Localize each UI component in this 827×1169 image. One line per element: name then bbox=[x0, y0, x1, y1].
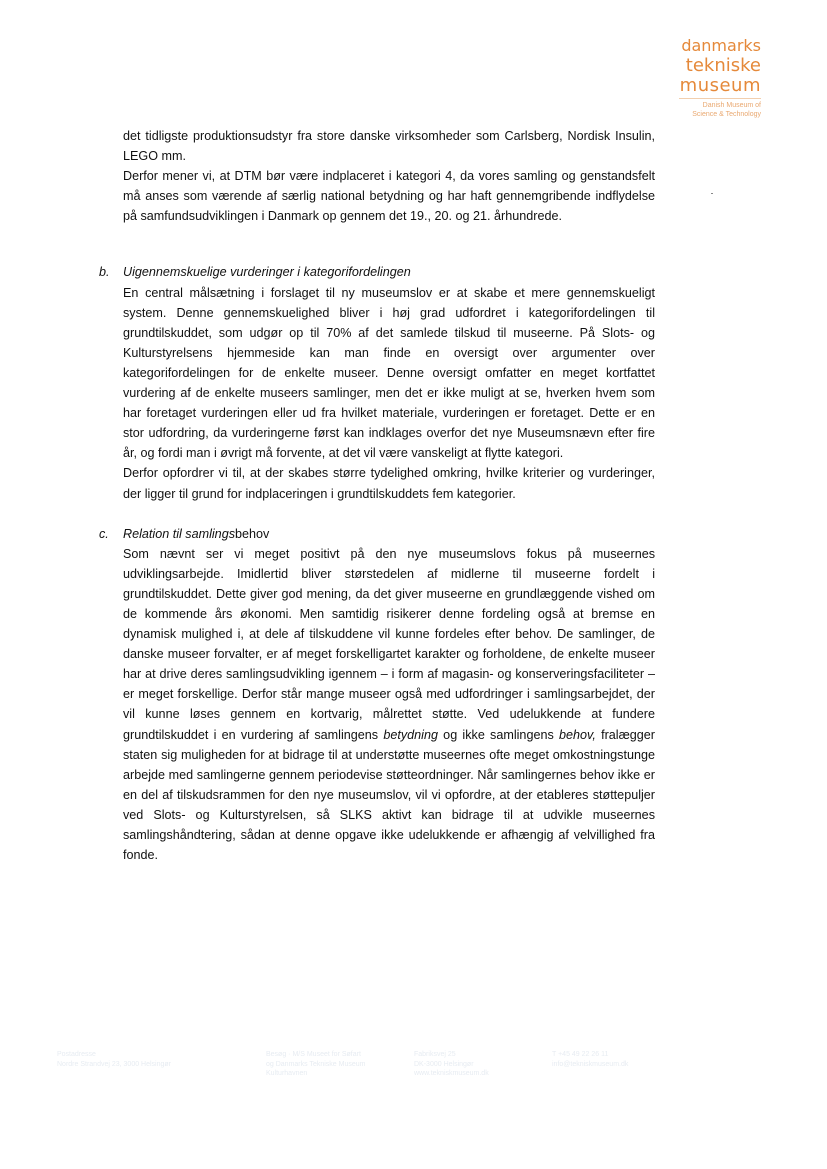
logo-subtitle-line-2: Science & Technology bbox=[692, 111, 761, 118]
section-c-text-a: Som nævnt ser vi meget positivt på den nye museumslovs fokus på museernes udviklingsarbejde. Imidlertid bliver størstedelen af midlerne til museerne fordelt i grundtilskuddet. Dette giver god mening, da det giver museerne en grundlæggende vished om de kommende års økonomi. Men samtidig risikerer denne fordeling også at bremse en dynamisk mulighed i, at dele af tilskuddene vil kunne fordeles efter behov. De samlinger, de danske museer forvalter, er af meget forskelligartet karakter og forholdene, de enkelte museer har at drive deres samlingsudvikling igennem – i form af magasin- og konserveringsfaciliteter – er meget forskellige. Derfor står mange museer også med udfordringer i samlingsarbejdet, der vil kunne løses gennem en kortvarig, målrettet støtte. Ved udelukkende at fundere grundtilskuddet i en vurdering af samlingens bbox=[123, 546, 655, 742]
footer-phone: T +45 49 22 26 11 bbox=[552, 1051, 609, 1058]
section-c-letter: c. bbox=[99, 526, 109, 541]
section-c-title-tail: behov bbox=[235, 526, 270, 541]
section-c-title-italic: Relation til samlings bbox=[123, 526, 235, 541]
section-c-text-c: fralægger staten sig muligheden for at bidrage til at understøtte museernes ofte meget omkostningstunge arbejde med samlingerne gennem periodevise støtteordninger. Når samlingernes behov ikke er en del af tilskudsrammen for den nye museumslov, vil vi opfordre, at der etableres støttepuljer ved Slots- og Kulturstyrelsen, så SLKS aktivt kan bidrage til at udvikle museernes samlingshåndtering, sådan at denne opgave ikke udelukkende er afhængig af velvillighed fra fonde. bbox=[123, 727, 656, 863]
section-c-emphasis-betydning: betydning bbox=[383, 727, 438, 742]
intro-paragraph-2: Derfor mener vi, at DTM bør være indplaceret i kategori 4, da vores samling og genstandsfelt må anses som værende af særlig national betydning og har haft gennemgribende indflydelse på samfundsudviklingen i Danmark op gennem det 19., 20. og 21. århundrede. bbox=[123, 169, 655, 224]
section-c-emphasis-behov: behov, bbox=[558, 727, 596, 742]
footer-address-line-2: DK-3000 Helsingør bbox=[414, 1060, 474, 1068]
footer-postal bbox=[57, 1050, 227, 1069]
letter-body bbox=[99, 126, 656, 865]
logo-line-tekniske: tekniske bbox=[685, 55, 761, 76]
margin-mark bbox=[711, 193, 713, 194]
section-c bbox=[99, 524, 656, 866]
section-c-heading bbox=[99, 524, 655, 544]
footer-postal-line-2: Nordre Strandvej 23, 3000 Helsingør bbox=[57, 1060, 172, 1068]
section-b-title: Uigennemskuelige vurderinger i kategorifordelingen bbox=[123, 265, 411, 280]
logo-subtitle-line-1: Danish Museum of bbox=[702, 102, 761, 109]
footer-address-line-1: Fabriksvej 25 bbox=[414, 1051, 456, 1058]
footer-email-link[interactable]: info@tekniskmuseum.dk bbox=[552, 1060, 629, 1068]
footer-visit-line-2: og Danmarks Tekniske Museum bbox=[266, 1060, 366, 1068]
logo-divider bbox=[679, 98, 761, 99]
museum-logo bbox=[680, 36, 761, 96]
footer-postal-line-1: Postadresse bbox=[57, 1051, 96, 1058]
section-c-paragraph bbox=[123, 544, 655, 866]
footer-contact bbox=[552, 1050, 662, 1069]
logo-subtitle bbox=[669, 101, 761, 119]
section-b-letter: b. bbox=[99, 265, 110, 280]
section-b bbox=[99, 262, 655, 503]
footer-visit bbox=[266, 1050, 396, 1079]
intro-paragraph-1: det tidligste produktionsudstyr fra store danske virksomheder som Carlsberg, Nordisk Insulin, LEGO mm. bbox=[123, 129, 655, 164]
footer-visit-line-1: Besøg · M/S Museet for Søfart bbox=[266, 1051, 361, 1058]
footer-website-link[interactable]: www.tekniskmuseum.dk bbox=[414, 1070, 489, 1077]
section-b-paragraph-2: Derfor opfordrer vi til, at der skabes større tydelighed omkring, hvilke kriterier og vurderinger, der ligger til grund for indplaceringen i grundtilskuddets fem kategorier. bbox=[123, 466, 655, 501]
section-b-paragraph-1: En central målsætning i forslaget til ny museumslov er at skabe et mere gennemskueligt system. Denne gennemskuelighed bliver i høj grad udfordret i kategorifordelingen til grundtilskuddet, som udgør op til 70% af det samlede tilskud til museerne. På Slots- og Kulturstyrelsens hjemmeside kan man finde en oversigt over argumenter over kategorifordelingen for de enkelte museer. Denne oversigt omfatter en meget kortfattet vurdering af de enkelte museers samlinger, men det er ikke muligt at se, hverken hvem som har foretaget vurderingen eller ud fra hvilket materiale, vurderingen er foretaget. Dette er en stor udfordring, da vurderingerne først kan indklages overfor det nye Museumsnævn efter fire år, og fordi man i øvrigt må forvente, at det vil være vanskeligt at flytte kategori. bbox=[123, 285, 655, 461]
logo-line-danmarks: danmarks bbox=[681, 36, 761, 55]
footer-address bbox=[414, 1050, 534, 1079]
intro-section bbox=[123, 126, 655, 226]
section-b-heading bbox=[99, 262, 655, 282]
footer-visit-line-3: Kulturhavnen bbox=[266, 1070, 308, 1077]
logo-line-museum: museum bbox=[679, 75, 761, 96]
section-c-text-b: og ikke samlingens bbox=[437, 727, 559, 742]
